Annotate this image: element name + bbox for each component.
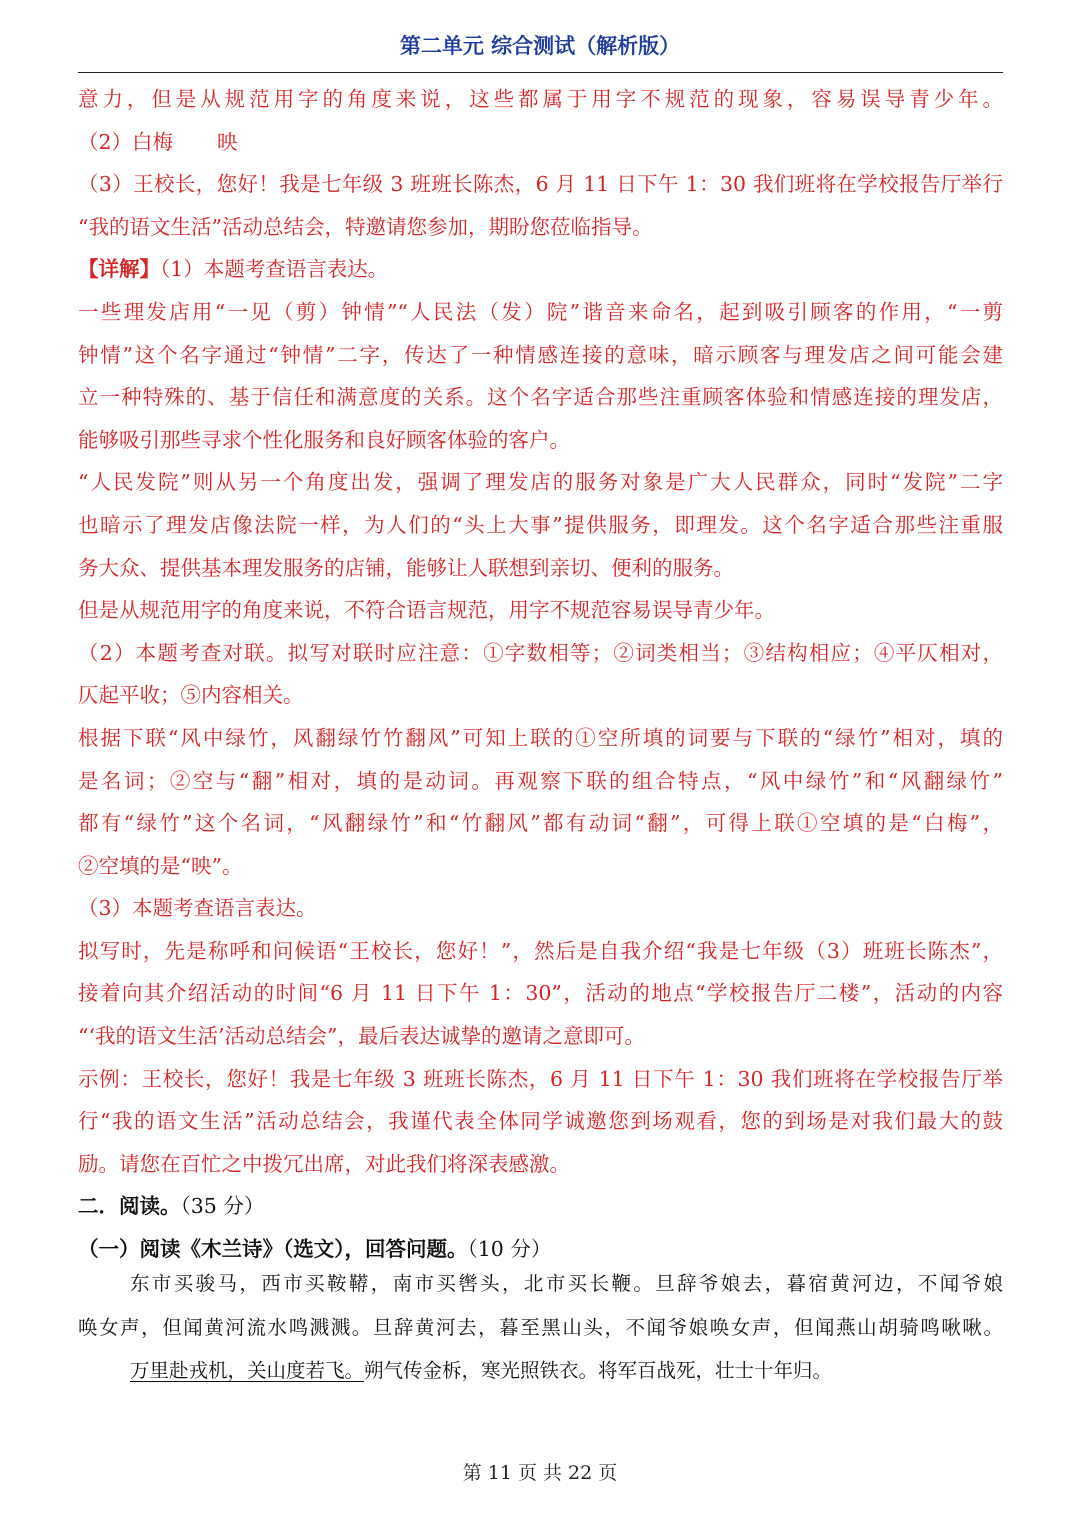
explain-line: 务大众、提供基本理发服务的店铺，能够让人联想到亲切、便利的服务。 — [78, 555, 734, 580]
explain-line: 一些理发店用“一见（剪）钟情”“人民法（发）院”谐音来命名，起到吸引顾客的作用，“一剪 — [78, 299, 1003, 324]
explain-line: “‘我的语文生活’活动总结会”，最后表达诚挚的邀请之意即可。 — [78, 1024, 645, 1049]
answer-q2-text: （2）白梅 — [78, 129, 174, 154]
explain-intro — [78, 248, 1003, 291]
page-header-title: 第二单元 综合测试（解析版） — [399, 33, 681, 58]
answer-q3-line: （3）王校长，您好！我是七年级 3 班班长陈杰，6 月 11 日下午 1：30 我们班将在学校报告厅举行 — [78, 172, 1003, 197]
explain-line: （3）本题考查语言表达。 — [78, 896, 317, 921]
explain-line: 接着向其介绍活动的时间“6 月 11 日下午 1：30”，活动的地点“学校报告厅二楼”，活动的内容 — [78, 981, 1003, 1006]
answer-line: 意力，但是从规范用字的角度来说，这些都属于用字不规范的现象，容易误导青少年。 — [78, 87, 1003, 111]
answer-q2 — [78, 121, 1003, 164]
explain-intro-text: （1）本题考查语言表达。 — [160, 257, 389, 282]
section-heading — [78, 1185, 1003, 1228]
poem-passage — [78, 1262, 1003, 1393]
explain-line: 示例：王校长，您好！我是七年级 3 班班长陈杰，6 月 11 日下午 1：30 我们班将在学校报告厅举 — [78, 1066, 1003, 1091]
explain-line: （2）本题考查对联。拟写对联时应注意：①字数相等；②词类相当；③结构相应；④平仄相对， — [78, 640, 1003, 665]
explain-line: 仄起平收；⑤内容相关。 — [78, 683, 304, 708]
explain-line: 根据下联“风中绿竹，风翻绿竹竹翻风”可知上联的①空所填的词要与下联的“绿竹”相对，填的 — [78, 725, 1003, 750]
poem-line — [78, 1349, 1003, 1393]
answer-q2-second: 映 — [217, 129, 238, 154]
explain-line: 励。请您在百忙之中拨冗出席，对此我们将深表感激。 — [78, 1151, 570, 1176]
explain-line: 立一种特殊的、基于信任和满意度的关系。这个名字适合那些注重顾客体验和情感连接的理发店， — [78, 385, 1003, 410]
explain-line: 都有“绿竹”这个名词，“风翻绿竹”和“竹翻风”都有动词“翻”，可得上联①空填的是“白梅”， — [78, 811, 1003, 836]
explain-line: 也暗示了理发店像法院一样，为人们的“头上大事”提供服务，即理发。这个名字适合那些注重服 — [78, 512, 1003, 537]
section-heading-title: 二．阅读。 — [78, 1194, 181, 1219]
subsection-heading-score: （10 分） — [467, 1237, 552, 1262]
explain-line: 行“我的语文生活”活动总结会，我谨代表全体同学诚邀您到场观看，您的到场是对我们最大的鼓 — [78, 1109, 1003, 1134]
page-number: 第 11 页 共 22 页 — [462, 1462, 618, 1484]
header-divider — [78, 72, 1003, 73]
main-content — [78, 78, 1003, 1271]
answer-q3-line: “我的语文生活”活动总结会，特邀请您参加，期盼您莅临指导。 — [78, 214, 653, 239]
explain-line: ②空填的是“映”。 — [78, 853, 243, 878]
explain-line: “人民发院”则从另一个角度出发，强调了理发店的服务对象是广大人民群众，同时“发院”二字 — [78, 470, 1003, 495]
poem-line: 唤女声，但闻黄河流水鸣溅溅。旦辞黄河去，暮至黑山头，不闻爷娘唤女声，但闻燕山胡骑鸣啾啾。 — [78, 1315, 1003, 1339]
explain-label: 【详解】 — [78, 257, 160, 282]
poem-line-rest: 朔气传金柝，寒光照铁衣。将军百战死，壮士十年归。 — [364, 1359, 833, 1382]
explain-line: 是名词；②空与“翻”相对，填的是动词。再观察下联的组合特点，“风中绿竹”和“风翻绿竹” — [78, 768, 1003, 793]
subsection-heading-title: （一）阅读《木兰诗》（选文），回答问题。 — [78, 1237, 468, 1262]
section-heading-score: （35 分） — [180, 1194, 265, 1219]
explain-line: 钟情”这个名字通过“钟情”二字，传达了一种情感连接的意味，暗示顾客与理发店之间可能会建 — [78, 342, 1003, 367]
explain-line: 能够吸引那些寻求个性化服务和良好顾客体验的客户。 — [78, 427, 570, 452]
poem-underlined-sentence: 万里赴戎机，关山度若飞。 — [130, 1359, 365, 1382]
poem-line: 东市买骏马，西市买鞍鞯，南市买辔头，北市买长鞭。旦辞爷娘去，暮宿黄河边，不闻爷娘 — [130, 1272, 1003, 1295]
explain-line: 拟写时，先是称呼和问候语“王校长，您好！”，然后是自我介绍“我是七年级（3）班班长陈杰”， — [78, 938, 1003, 963]
explain-line: 但是从规范用字的角度来说，不符合语言规范，用字不规范容易误导青少年。 — [78, 598, 775, 623]
